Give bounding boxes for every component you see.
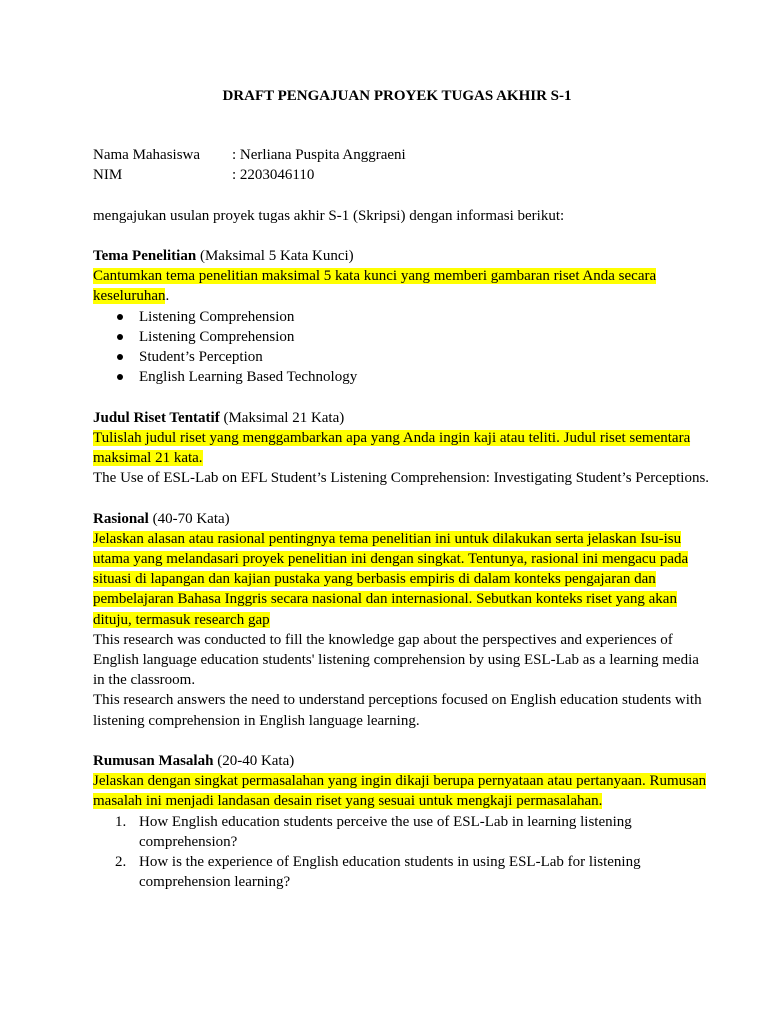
rasional-paragraph-2: This research answers the need to understand perceptions focused on English education students with listening comprehension in English language learning.	[93, 692, 702, 729]
list-item: Listening Comprehension	[93, 327, 713, 347]
tema-instruction: Cantumkan tema penelitian maksimal 5 kata kunci yang memberi gambaran riset Anda secara keseluruhan	[93, 268, 657, 305]
list-item	[93, 852, 713, 892]
judul-instruction: Tulislah judul riset yang menggambarkan apa yang Anda ingin kaji atau teliti. Judul riset sementara maksimal 21 kata.	[93, 429, 691, 466]
student-nim-label: NIM	[93, 167, 123, 184]
rumusan-heading-line	[93, 751, 713, 771]
document-title: DRAFT PENGAJUAN PROYEK TUGAS AKHIR S-1	[222, 88, 572, 104]
judul-heading: Judul Riset Tentatif	[93, 409, 220, 426]
tema-heading-line	[93, 246, 713, 266]
intro-text: mengajukan usulan proyek tugas akhir S-1 (Skripsi) dengan informasi berikut:	[93, 207, 565, 224]
tema-keyword-list	[93, 307, 713, 388]
student-name-label: Nama Mahasiswa	[93, 147, 201, 163]
judul-instruction-block	[93, 428, 713, 468]
list-number: 2.	[115, 854, 127, 871]
rasional-instruction-block	[93, 529, 713, 630]
list-item	[93, 812, 713, 852]
tema-instruction-block	[93, 266, 713, 306]
student-name-value: : Nerliana Puspita Anggraeni	[232, 147, 406, 163]
student-nim-value: : 2203046110	[232, 167, 315, 184]
list-item: Student’s Perception	[93, 347, 713, 367]
rumusan-instruction: Jelaskan dengan singkat permasalahan yang ingin dikaji berupa pernyataan atau pertanyaan. Rumusan masalah ini menjadi landasan desain riset yang sesuai untuk mengkaji permasalahan.	[93, 773, 707, 810]
list-item-text: How is the experience of English education students in using ESL-Lab for listening comprehension learning?	[139, 854, 641, 891]
rasional-paragraph-1: This research was conducted to fill the knowledge gap about the perspectives and experiences of English language education students' listening comprehension by using ESL-Lab as a learning media in the classroom.	[93, 631, 699, 689]
rasional-instruction: Jelaskan alasan atau rasional pentingnya tema penelitian ini untuk dilakukan serta jelaskan Isu-isu utama yang melandasari proyek penelitian ini dengan singkat. Tentunya, rasional ini mengacu pada situasi di lapangan dan kajian pustaka yang berbasis empiris di dalam konteks pengajaran dan pembelajaran Bahasa Inggris secara nasional dan internasional. Sebutkan konteks riset yang akan dituju, termasuk research gap	[93, 530, 689, 628]
rumusan-note: (20-40 Kata)	[213, 753, 295, 770]
tema-heading: Tema Penelitian	[93, 247, 197, 264]
judul-note: (Maksimal 21 Kata)	[219, 409, 345, 426]
rasional-heading: Rasional	[93, 510, 149, 527]
judul-text: The Use of ESL-Lab on EFL Student’s Listening Comprehension: Investigating Student’s Perceptions.	[93, 470, 710, 487]
document-body	[93, 145, 713, 892]
list-number: 1.	[115, 813, 127, 830]
judul-heading-line	[93, 408, 713, 428]
list-item-text: How English education students perceive the use of ESL-Lab in learning listening comprehension?	[139, 813, 632, 850]
rumusan-instruction-block	[93, 771, 713, 811]
rasional-heading-line	[93, 509, 713, 529]
rumusan-heading: Rumusan Masalah	[93, 753, 214, 770]
rumusan-question-list	[93, 812, 713, 893]
tema-note: (Maksimal 5 Kata Kunci)	[196, 247, 354, 264]
student-name-row	[93, 145, 713, 165]
tema-instruction-end: .	[165, 288, 170, 305]
list-item: Listening Comprehension	[93, 307, 713, 327]
list-item: English Learning Based Technology	[93, 367, 713, 387]
rasional-note: (40-70 Kata)	[148, 510, 230, 527]
student-nim-row	[93, 165, 713, 185]
